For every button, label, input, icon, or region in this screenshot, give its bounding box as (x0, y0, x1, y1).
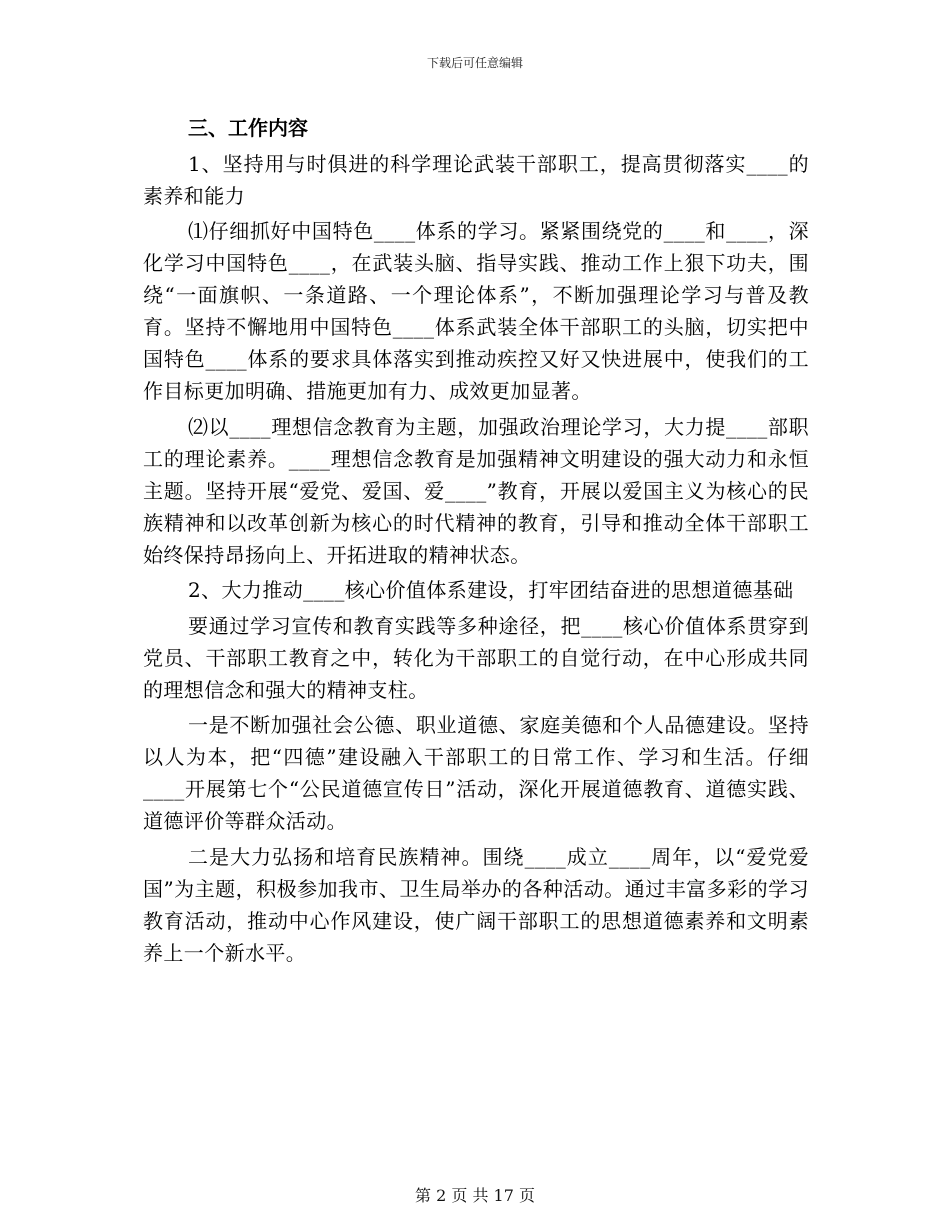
paragraph-4: 2、大力推动____核心价值体系建设，打牢团结奋进的思想道德基础 (188, 578, 794, 602)
paragraph-5: 要通过学习宣传和教育实践等多种途径，把____核心价值体系贯穿到党员、干部职工教育之中，转化为干部职工的自觉行动，在中心形成共同的理想信念和强大的精神支柱。 (143, 613, 809, 702)
section-heading: 三、工作内容 (188, 116, 308, 140)
page-footer-number: 第 2 页 共 17 页 (415, 1186, 535, 1205)
paragraph-6: 一是不断加强社会公德、职业道德、家庭美德和个人品德建设。坚持以人为本，把“四德”建设融入干部职工的日常工作、学习和生活。仔细____开展第七个“公民道德宣传日”活动，深化开展道德教育、道德实践、道德评价等群众活动。 (143, 713, 809, 833)
document-body (143, 112, 809, 972)
page-header-note: 下载后可任意编辑 (426, 56, 523, 70)
paragraph-1: 1、坚持用与时俱进的科学理论武装干部职工，提高贯彻落实____的素养和能力 (143, 151, 809, 208)
paragraph-2: ⑴仔细抓好中国特色____体系的学习。紧紧围绕党的____和____，深化学习中国特色____，在武装头脑、指导实践、推动工作上狠下功夫，围绕“一面旗帜、一条道路、一个理论体系”，不断加强理论学习与普及教育。坚持不懈地用中国特色____体系武装全体干部职工的头脑，切实把中国特色____体系的要求具体落实到推动疾控又好又快进展中，使我们的工作目标更加明确、措施更加有力、成效更加显著。 (143, 219, 809, 403)
paragraph-3: ⑵以____理想信念教育为主题，加强政治理论学习，大力提____部职工的理论素养。____理想信念教育是加强精神文明建设的强大动力和永恒主题。坚持开展“爱党、爱国、爱____”教育，开展以爱国主义为核心的民族精神和以改革创新为核心的时代精神的教育，引导和推动全体干部职工始终保持昂扬向上、开拓进取的精神状态。 (143, 414, 809, 567)
paragraph-7: 二是大力弘扬和培育民族精神。围绕____成立____周年，以“爱党爱国”为主题，积极参加我市、卫生局举办的各种活动。通过丰富多彩的学习教育活动，推动中心作风建设，使广阔干部职工的思想道德素养和文明素养上一个新水平。 (143, 844, 809, 965)
